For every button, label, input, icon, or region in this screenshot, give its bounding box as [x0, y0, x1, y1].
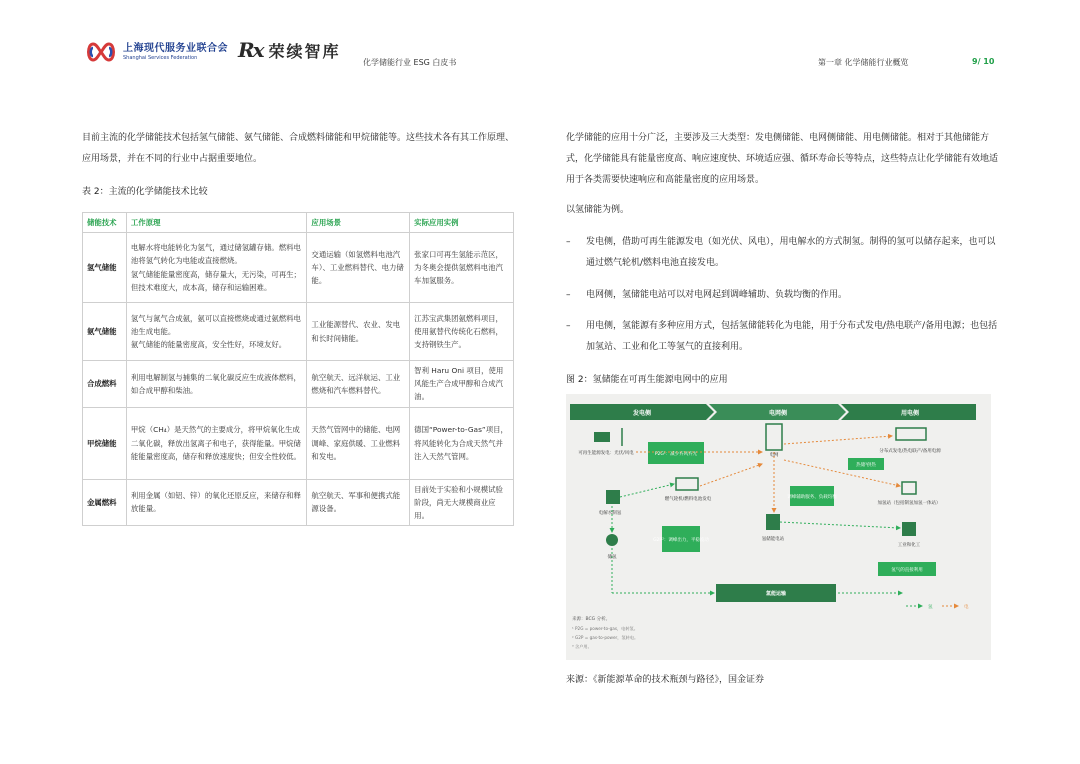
bullet-item	[566, 285, 1002, 306]
principle-text: 氢气储能能量密度高，储存量大，无污染，可再生；但技术难度大，成本高，储存和运输困难。	[130, 269, 301, 292]
table-row	[83, 361, 514, 408]
principle-text: 氢气与氮气合成氨，氨可以直接燃烧或通过氨燃料电池生成电能。	[130, 313, 301, 336]
figure-source: 来源：《新能源革命的技术瓶颈与路径》，国金证券	[566, 675, 765, 685]
diagram-label: 热储³供热	[856, 463, 876, 468]
stage-label: 电网侧	[768, 410, 788, 417]
bullet-text: 发电侧，借助可再生能源发电（如光伏、风电），用电解水的方式制氢。制得的氢可以储存起来，也可以通过燃气轮机/燃料电池直接发电。	[586, 237, 996, 268]
diagram-label: 燃气轮机/燃料电池发电	[664, 497, 712, 502]
distributed-power-icon	[896, 428, 926, 440]
federation-logo-cn: 上海现代服务业联合会	[123, 42, 228, 54]
tech-name-cell: 金属燃料	[83, 479, 127, 526]
figure-note: ¹ P2G = power-to-gas，电转氢。	[572, 626, 638, 631]
bullet-text: 用电侧，氢能源有多种应用方式，包括氢储能转化为电能，用于分布式发电/热电联产/备用电源；也包括加氢站、工业和化工等氢气的直接利用。	[586, 321, 998, 352]
example-cell: 张家口可再生氢能示范区，为冬奥会提供氢燃料电池汽车加氢服务。	[410, 233, 514, 303]
h2-flow-arrow	[780, 522, 900, 528]
table-header-cell: 工作原理	[126, 213, 307, 233]
principle-text: 电解水将电能转化为氢气，通过储氢罐存储。燃料电池将氢气转化为电能或直接燃烧。	[130, 243, 301, 266]
bullet-dash: –	[566, 321, 571, 331]
diagram-label: 氢气的直接利用	[891, 568, 923, 573]
legend-h2-label: 氢	[928, 605, 933, 610]
rongxu-logo	[238, 38, 341, 62]
bullet-item	[566, 232, 1002, 274]
tech-name-cell: 合成燃料	[83, 361, 127, 408]
diagram-label: 加氢站（包括制氢加氢一体站）	[877, 501, 941, 506]
technology-comparison-table	[82, 212, 514, 526]
rongxu-logo-mark: Rx	[238, 38, 263, 62]
solar-panel-icon	[594, 432, 610, 442]
scene-cell: 交通运输（如氢燃料电池汽车）、工业燃料替代、电力储能。	[307, 233, 410, 303]
electricity-flow-arrow	[784, 436, 892, 444]
example-cell: 江苏宝武集团氨燃料项目，使用氨替代传统化石燃料，支持钢铁生产。	[410, 303, 514, 361]
diagram-label: 储氢	[607, 555, 617, 560]
right-intro-paragraph: 化学储能的应用十分广泛，主要涉及三大类型：发电侧储能、电网侧储能、用电侧储能。相对于其他储能方式，化学储能具有能量密度高、响应速度快、环境适应强、循环寿命长等特点，这些特点让化学储能有效地适用于各类需要快速响应和高能量密度的应用场景。	[566, 133, 999, 185]
fuel-station-icon	[902, 482, 916, 494]
tech-name-cell: 甲烷储能	[83, 407, 127, 479]
h2-flow-arrow	[620, 484, 674, 497]
electricity-flow-arrow	[700, 464, 762, 486]
table-header-row	[83, 213, 514, 233]
diagram-label: 可再生能源发电：光伏/风电	[578, 451, 634, 456]
principle-text: 氨气储能的能量密度高，安全性好，环境友好。	[130, 340, 287, 350]
scene-cell: 天然气管网中的储能、电网调峰、家庭供暖、工业燃料和发电。	[307, 407, 410, 479]
diagram-label: 电网	[769, 453, 779, 458]
federation-logo-icon	[85, 40, 117, 64]
left-intro-paragraph: 目前主流的化学储能技术包括氢气储能、氨气储能、合成燃料储能和甲烷储能等。这些技术各有其工作原理、应用场景，并在不同的行业中占据重要地位。	[82, 133, 515, 164]
federation-logo	[85, 40, 228, 64]
diagram-label: 电解水制氢	[598, 511, 622, 516]
table-row	[83, 479, 514, 526]
legend-electricity-label: 电	[964, 605, 969, 610]
document-title: 化学储能行业 ESG 白皮书	[363, 58, 457, 67]
tech-name-cell: 氢气储能	[83, 233, 127, 303]
hydrogen-storage-diagram	[566, 394, 991, 660]
grid-tower-icon	[766, 424, 782, 450]
example-intro: 以氢储能为例。	[566, 205, 630, 215]
stage-label: 用电侧	[900, 410, 920, 417]
federation-logo-en: Shanghai Services Federation	[123, 54, 198, 61]
hydrogen-tank-icon	[606, 534, 618, 546]
figure-caption: 图 2：氢储能在可再生能源电网中的应用	[566, 375, 728, 385]
page-number: 9/ 10	[972, 57, 995, 66]
principle-cell	[126, 233, 307, 303]
principle-cell	[126, 303, 307, 361]
principle-cell: 利用金属（如铝、锌）的氧化还原反应，来储存和释放能量。	[126, 479, 307, 526]
factory-icon	[902, 522, 916, 536]
scene-cell: 航空航天、远洋航运、工业燃烧和汽车燃料替代。	[307, 361, 410, 408]
bullet-dash: –	[566, 237, 571, 247]
table-header-cell: 储能技术	[83, 213, 127, 233]
diagram-label: 分布式发电/热电联产/备用电源	[879, 449, 941, 454]
bullet-item	[566, 316, 1002, 358]
scene-cell: 航空航天、军事和便携式能源设备。	[307, 479, 410, 526]
diagram-label: G2P²：调峰出力，平稳波动	[653, 538, 709, 543]
example-cell: 智利 Haru Oni 项目，使用风能生产合成甲醇和合成汽油。	[410, 361, 514, 408]
diagram-label: P2G¹：减少弃风弃光	[654, 452, 698, 457]
tech-name-cell: 氨气储能	[83, 303, 127, 361]
bullet-dash: –	[566, 290, 571, 300]
table-header-cell: 应用场景	[307, 213, 410, 233]
figure-note: 来源：BCG 分析。	[572, 617, 611, 622]
rongxu-logo-text: 荣续智库	[268, 41, 341, 61]
principle-cell: 甲烷（CH₄）是天然气的主要成分，将甲烷氧化生成二氧化碳，释放出氢离子和电子，获得能量。甲烷储能能量密度高，储存和释放速度快；但安全性较低。	[126, 407, 307, 479]
table-row	[83, 303, 514, 361]
table-header-cell: 实际应用实例	[410, 213, 514, 233]
diagram-label: 氢能运输	[765, 591, 787, 597]
table-row	[83, 407, 514, 479]
principle-cell: 利用电解制氢与捕集的二氧化碳反应生成液体燃料，如合成甲醇和柴油。	[126, 361, 307, 408]
table-row	[83, 233, 514, 303]
diagram-label: 工业和化工	[897, 543, 921, 548]
example-cell: 德国“Power-to-Gas”项目，将风能转化为合成天然气并注入天然气管网。	[410, 407, 514, 479]
scene-cell: 工业能源替代、农业、发电和长时间储能。	[307, 303, 410, 361]
diagram-label: 调峰辅助服务、负载均衡	[787, 495, 837, 500]
example-cell: 目前处于实验和小规模试验阶段，尚无大规模商业应用。	[410, 479, 514, 526]
table-caption: 表 2：主流的化学储能技术比较	[82, 187, 208, 197]
hydrogen-diagram-svg	[566, 394, 991, 660]
chapter-title: 第一章 化学储能行业概览	[818, 58, 909, 67]
left-intro-block	[82, 128, 518, 170]
bullet-text: 电网侧，氢储能电站可以对电网起到调峰辅助、负载均衡的作用。	[586, 290, 848, 300]
stage-label: 发电侧	[632, 410, 652, 417]
turbine-icon	[676, 478, 698, 490]
figure-note: ³ 含户用。	[572, 644, 592, 649]
figure-note: ² G2P = gas-to-power，氢转电。	[572, 635, 639, 640]
electrolyzer-icon	[606, 490, 620, 504]
storage-station-icon	[766, 514, 780, 530]
diagram-label: 氢储能电站	[761, 537, 785, 542]
